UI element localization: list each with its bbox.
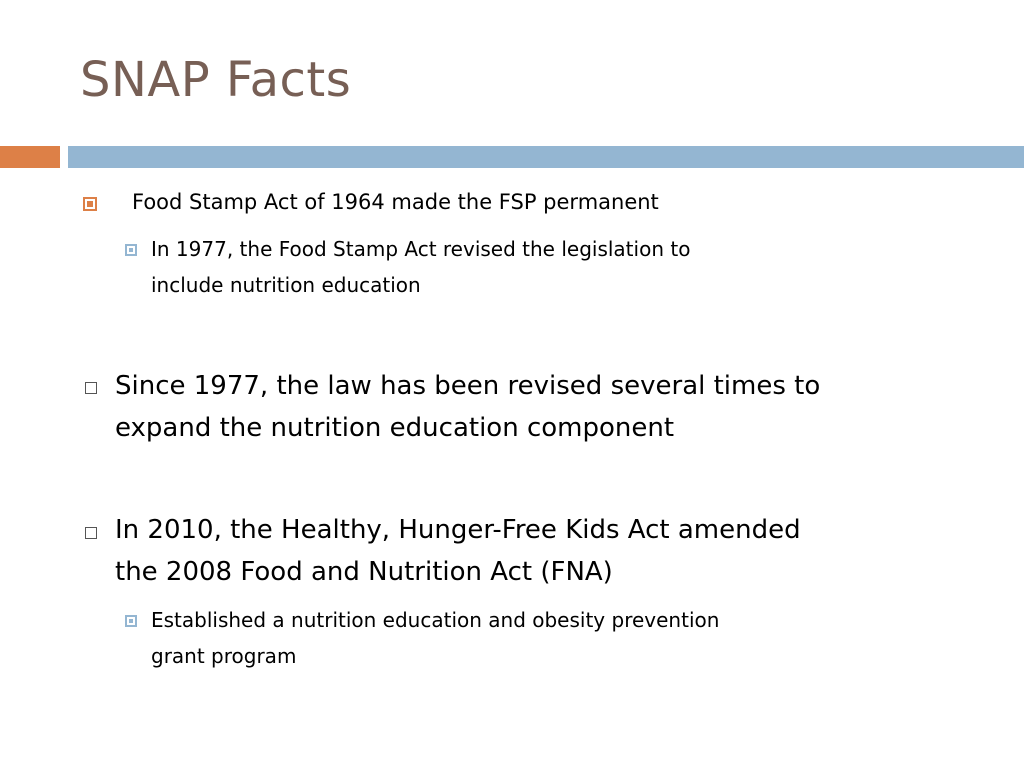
slide-title: SNAP Facts: [80, 52, 352, 108]
hollow-square-icon: [85, 527, 97, 539]
bullet-2-line2: expand the nutrition education component: [115, 413, 675, 443]
bullet-3-sub-1-line1: Established a nutrition education and obesity prevention: [151, 608, 720, 632]
bullet-2-line1: Since 1977, the law has been revised several times to: [115, 371, 821, 401]
bullet-1-text: Food Stamp Act of 1964 made the FSP permanent: [132, 190, 659, 214]
blue-square-icon: [125, 244, 137, 256]
hollow-square-icon: [85, 382, 97, 394]
blue-square-icon: [125, 615, 137, 627]
bullet-3-line2: the 2008 Food and Nutrition Act (FNA): [115, 557, 613, 587]
bullet-1-sub-1-line2: include nutrition education: [151, 273, 421, 297]
filled-orange-square-icon: [85, 199, 95, 209]
bullet-3-line1: In 2010, the Healthy, Hunger-Free Kids Act amended: [115, 515, 801, 545]
bullet-1-sub-1-line1: In 1977, the Food Stamp Act revised the legislation to: [151, 237, 691, 261]
bullet-3-sub-1-line2: grant program: [151, 644, 297, 668]
